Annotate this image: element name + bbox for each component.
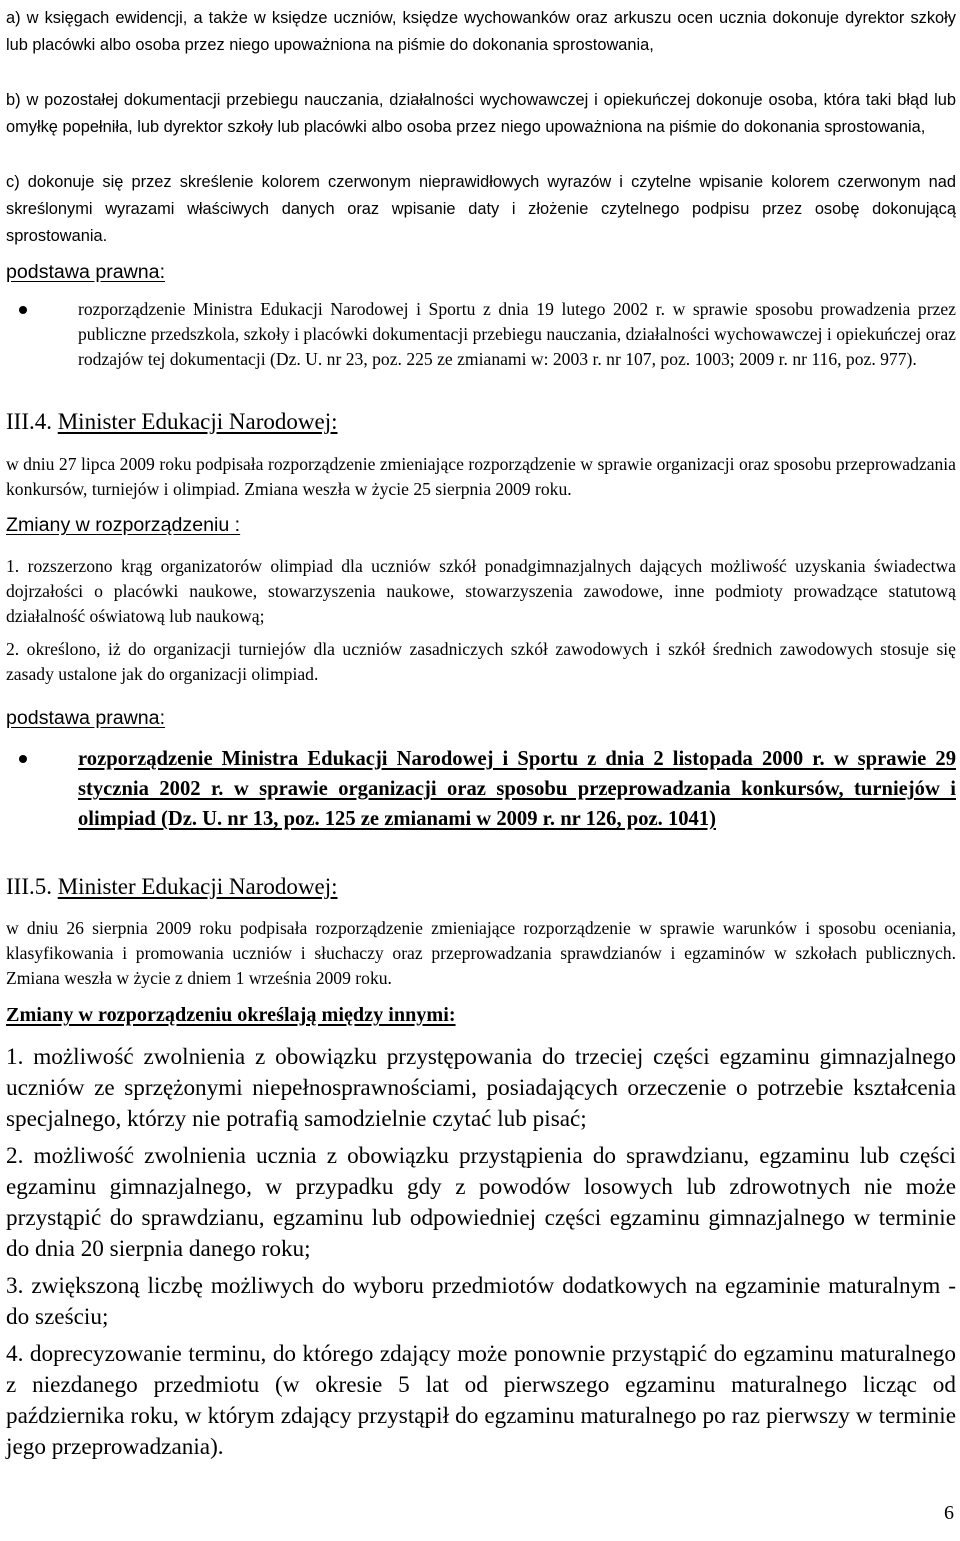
list-item: 1. możliwość zwolnienia z obowiązku przystępowania do trzeciej części egzaminu gimnazjalnego uczniów ze sprzężonymi niepełnosprawnościami, posiadających orzeczenie o potrzebie kształcenia specjalnego, którzy nie potrafią samodzielnie czytać lub pisać; (6, 1044, 956, 1132)
legal-basis-heading-2: podstawa prawna: (6, 707, 166, 729)
page-number: 6 (944, 1502, 954, 1524)
legal-basis-heading: podstawa prawna: (6, 261, 166, 283)
section-title: Minister Edukacji Narodowej: (57, 409, 338, 434)
legal-basis-list-2 (6, 744, 956, 834)
section-title: Minister Edukacji Narodowej: (57, 874, 338, 899)
change-1: 1. rozszerzono krąg organizatorów olimpiad dla uczniów szkół ponadgimnazjalnych dających możliwość uzyskania świadectwa dojrzałości o placówki naukowe, stowarzyszenia naukowe, stowarzyszenia zawodowe, inne podmioty prowadzące statutową działalność oświatową lub naukową; (6, 556, 956, 626)
bullet-icon (19, 306, 27, 314)
section-III5-intro: w dniu 26 sierpnia 2009 roku podpisała rozporządzenie zmieniające rozporządzenie w sprawie warunków i sposobu oceniania, klasyfikowania i promowania uczniów i słuchaczy oraz przeprowadzania sprawdzianów i egzaminów w szkołach publicznych. Zmiana weszła w życie z dniem 1 września 2009 roku. (6, 918, 956, 988)
section-heading-III5 (6, 869, 956, 905)
changes-heading-III4: Zmiany w rozporządzeniu : (6, 514, 241, 536)
changes-heading-III5: Zmiany w rozporządzeniu określają między innymi: (6, 1004, 456, 1026)
list-item (6, 297, 956, 372)
list-item (6, 744, 956, 834)
list-item: 2. możliwość zwolnienia ucznia z obowiązku przystąpienia do sprawdzianu, egzaminu lub części egzaminu gimnazjalnego, w przypadku gdy z powodów losowych lub zdrowotnych nie może przystąpić do sprawdzianu, egzaminu lub odpowiedniej części egzaminu gimnazjalnego w terminie do dnia 20 sierpnia danego roku; (6, 1143, 956, 1262)
section-number: III.4. (6, 409, 52, 434)
legal-basis-list (6, 297, 956, 372)
section-heading-III4 (6, 404, 956, 440)
item-a: a) w księgach ewidencji, a także w księdze uczniów, księdze wychowanków oraz arkuszu ocen ucznia dokonuje dyrektor szkoły lub placówki albo osoba przez niego upoważniona na piśmie do dokonania sprostowania, (6, 9, 956, 54)
list-item: 4. doprecyzowanie terminu, do którego zdający może ponownie przystąpić do egzaminu maturalnego z niezdanego przedmiotu (w okresie 5 lat od pierwszego egzaminu maturalnego licząc od października roku, w którym zdający przystąpił do egzaminu maturalnego po raz pierwszy w terminie jego przeprowadzania). (6, 1341, 956, 1460)
item-c: c) dokonuje się przez skreślenie kolorem czerwonym nieprawidłowych wyrazów i czytelne wpisanie kolorem czerwonym nad skreślonymi wyrazami właściwych danych oraz wpisanie daty i złożenie czytelnego podpisu przez osobę dokonującą sprostowania. (6, 173, 956, 245)
bullet-icon (19, 755, 27, 763)
change-2: 2. określono, iż do organizacji turniejów dla uczniów zasadniczych szkół zawodowych i szkół średnich zawodowych stosuje się zasady ustalone jak do organizacji olimpiad. (6, 639, 956, 684)
list-item: 3. zwiększoną liczbę możliwych do wyboru przedmiotów dodatkowych na egzaminie maturalnym - do sześciu; (6, 1273, 956, 1330)
item-b: b) w pozostałej dokumentacji przebiegu nauczania, działalności wychowawczej i opiekuńczej dokonuje osoba, która taki błąd lub omyłkę popełniła, lub dyrektor szkoły lub placówki albo osoba przez niego upoważniona na piśmie do dokonania sprostowania, (6, 91, 956, 136)
section-III4-intro: w dniu 27 lipca 2009 roku podpisała rozporządzenie zmieniające rozporządzenie w sprawie organizacji oraz sposobu przeprowadzania konkursów, turniejów i olimpiad. Zmiana weszła w życie 25 sierpnia 2009 roku. (6, 454, 956, 499)
legal-basis-text: rozporządzenie Ministra Edukacji Narodowej i Sportu z dnia 19 lutego 2002 r. w sprawie sposobu prowadzenia przez publiczne przedszkola, szkoły i placówki dokumentacji przebiegu nauczania, działalności wychowawczej i opiekuńczej oraz rodzajów tej dokumentacji (Dz. U. nr 23, poz. 225 ze zmianami w: 2003 r. nr 107, poz. 1003; 2009 r. nr 116, poz. 977). (78, 299, 956, 369)
section-number: III.5. (6, 874, 52, 899)
legal-basis-text-2: rozporządzenie Ministra Edukacji Narodowej i Sportu z dnia 2 listopada 2000 r. w sprawie 29 stycznia 2002 r. w sprawie organizacji oraz sposobu przeprowadzania konkursów, turniejów i olimpiad (Dz. U. nr 13, poz. 125 ze zmianami w 2009 r. nr 126, poz. 1041) (78, 748, 956, 830)
